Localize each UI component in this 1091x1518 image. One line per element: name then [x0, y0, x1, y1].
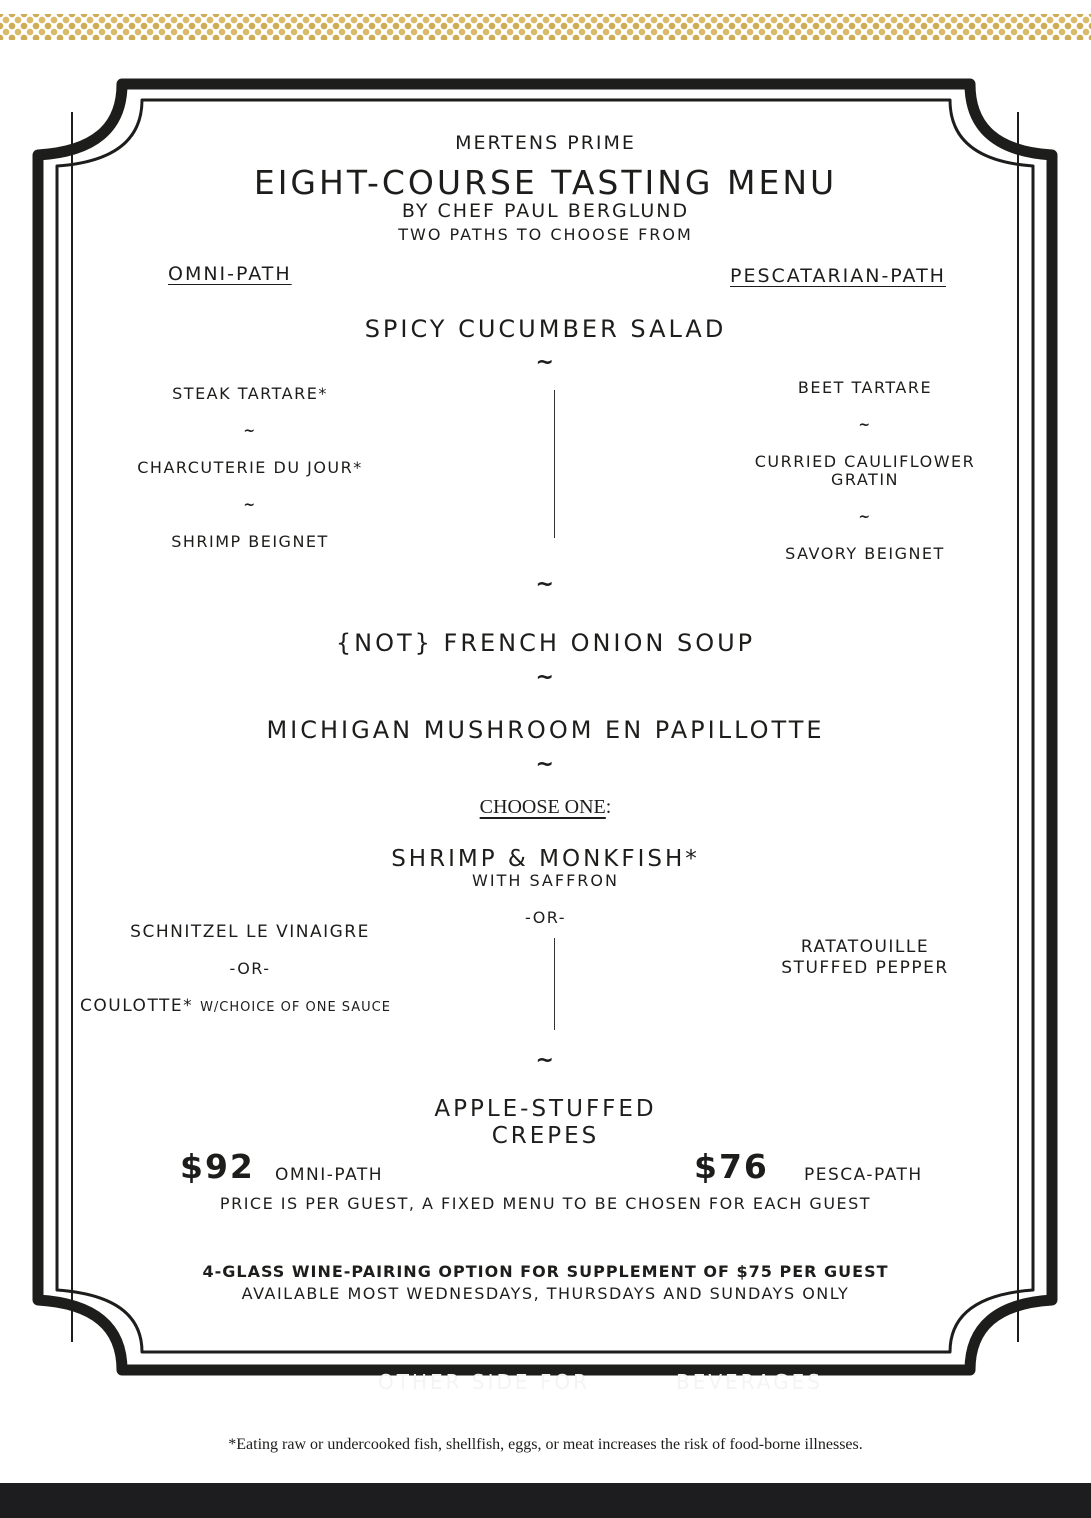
omni-separator: ~ — [243, 423, 257, 439]
omni-item-shrimp-beignet: SHRIMP BEIGNET — [171, 532, 329, 551]
course-separator: ~ — [535, 1048, 556, 1073]
course-separator: ~ — [535, 665, 556, 690]
choose-one-label: CHOOSE ONE — [479, 796, 606, 818]
omni-path-label: OMNI-PATH — [168, 263, 292, 285]
pesca-main-ratatouille: RATATOUILLE — [800, 937, 930, 957]
path-divider — [554, 938, 555, 1030]
omni-item-steak-tartare: STEAK TARTARE* — [172, 384, 328, 403]
course-separator: ~ — [535, 572, 556, 597]
course-separator: ~ — [535, 752, 556, 777]
wine-pairing-availability: AVAILABLE MOST WEDNESDAYS, THURSDAYS AND SUNDAYS ONLY — [241, 1284, 850, 1303]
price-note: PRICE IS PER GUEST, A FIXED MENU TO BE CHOSEN FOR EACH GUEST — [219, 1194, 872, 1213]
pesca-price-label: PESCA-PATH — [804, 1165, 923, 1185]
course-onion-soup: {NOT} FRENCH ONION SOUP — [335, 629, 756, 657]
pesca-main-stuffed-pepper: STUFFED PEPPER — [781, 958, 949, 978]
main-shrimp-monkfish: SHRIMP & MONKFISH* — [391, 846, 700, 872]
coulotte-label: COULOTTE* — [80, 996, 194, 1016]
omni-price-label: OMNI-PATH — [275, 1165, 384, 1185]
pesca-item-gratin: GRATIN — [830, 470, 900, 489]
path-divider — [554, 390, 555, 538]
food-safety-disclaimer: *Eating raw or undercooked fish, shellfish, eggs, or meat increases the risk of food-borne illnesses. — [228, 1436, 863, 1453]
omni-separator: ~ — [243, 497, 257, 513]
footer-bar — [0, 1483, 1091, 1518]
ghost-text-right: BEVERAGES — [676, 1370, 823, 1394]
dessert-line-1: APPLE-STUFFED — [434, 1096, 657, 1122]
menu-subtitle: TWO PATHS TO CHOOSE FROM — [398, 225, 693, 244]
omni-main-schnitzel: SCHNITZEL LE VINAIGRE — [130, 922, 370, 942]
or-divider: -OR- — [229, 959, 271, 978]
pesca-separator: ~ — [858, 417, 872, 433]
omni-main-coulotte — [80, 998, 391, 1015]
course-mushroom-papillotte: MICHIGAN MUSHROOM EN PAPILLOTTE — [266, 716, 825, 744]
pesca-separator: ~ — [858, 509, 872, 525]
pesca-item-savory-beignet: SAVORY BEIGNET — [785, 544, 945, 563]
dessert-line-2: CREPES — [491, 1123, 600, 1149]
coulotte-note: W/CHOICE OF ONE SAUCE — [200, 1000, 391, 1015]
pesca-item-curried-cauliflower: CURRIED CAULIFLOWER — [754, 452, 976, 471]
choose-one-heading — [0, 797, 1091, 817]
pesca-price: $76 — [694, 1147, 769, 1186]
main-shrimp-monkfish-sub: WITH SAFFRON — [472, 871, 619, 890]
restaurant-name: MERTENS PRIME — [455, 132, 636, 154]
menu-title: EIGHT-COURSE TASTING MENU — [253, 163, 838, 202]
wine-pairing-offer: 4-GLASS WINE-PAIRING OPTION FOR SUPPLEMENT OF $75 PER GUEST — [202, 1262, 889, 1281]
pesca-item-beet-tartare: BEET TARTARE — [797, 378, 933, 397]
omni-item-charcuterie: CHARCUTERIE DU JOUR* — [137, 458, 363, 477]
course-spicy-cucumber-salad: SPICY CUCUMBER SALAD — [364, 315, 727, 343]
or-divider: -OR- — [524, 908, 567, 927]
ghost-text-left: OTHER SIDE FOR — [378, 1370, 591, 1394]
course-separator: ~ — [535, 350, 556, 375]
omni-price: $92 — [180, 1147, 255, 1186]
pescatarian-path-label: PESCATARIAN-PATH — [730, 265, 946, 287]
chef-credit: BY CHEF PAUL BERGLUND — [401, 200, 690, 222]
choose-one-colon: : — [605, 796, 612, 818]
